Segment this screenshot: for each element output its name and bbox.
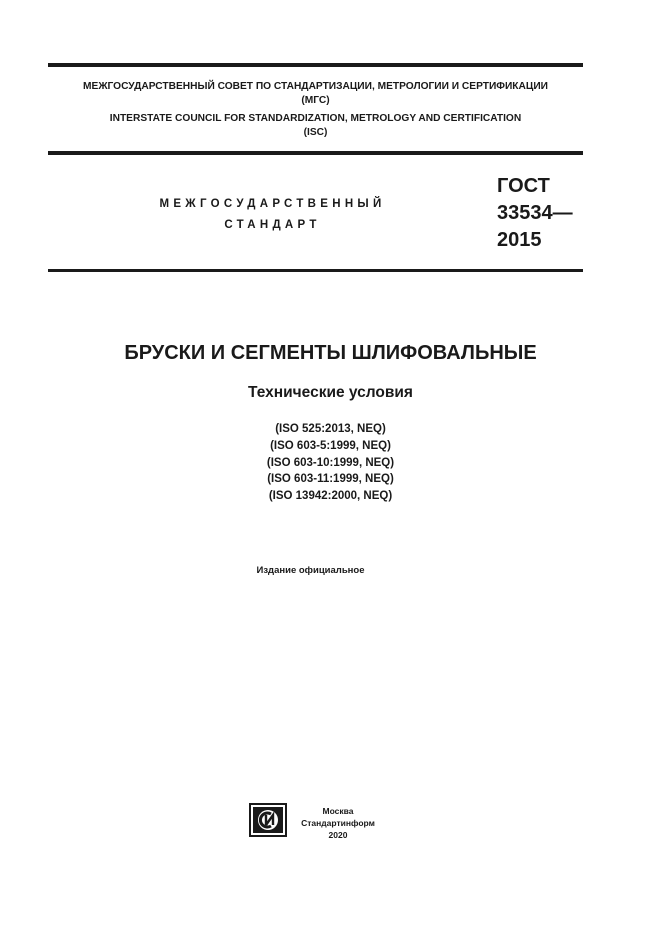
gost-number: 33534— — [497, 202, 573, 224]
iso-references — [0, 421, 661, 505]
middle-rule — [48, 151, 583, 155]
iso-reference: (ISO 603-11:1999, NEQ) — [267, 473, 394, 486]
standard-type-line2: СТАНДАРТ — [224, 219, 321, 231]
iso-reference: (ISO 603-5:1999, NEQ) — [270, 439, 391, 452]
iso-reference: (ISO 13942:2000, NEQ) — [268, 490, 393, 503]
bottom-rule — [48, 269, 583, 272]
gost-prefix: ГОСТ — [497, 175, 550, 197]
publisher-name: Стандартинформ — [301, 818, 375, 828]
top-rule — [48, 63, 583, 67]
document-title: БРУСКИ И СЕГМЕНТЫ ШЛИФОВАЛЬНЫЕ — [124, 342, 537, 364]
iso-reference: (ISO 525:2013, NEQ) — [275, 423, 386, 435]
document-subtitle: Технические условия — [248, 384, 413, 401]
council-abbr-ru: (МГС) — [301, 95, 330, 106]
iso-reference: (ISO 603-10:1999, NEQ) — [266, 456, 395, 469]
publisher-block — [293, 805, 383, 841]
standartinform-logo-icon — [249, 803, 287, 837]
council-name-ru-line: МЕЖГОСУДАРСТВЕННЫЙ СОВЕТ ПО СТАНДАРТИЗАЦИИ, МЕТРОЛОГИИ И СЕРТИФИКАЦИИ — [83, 81, 548, 92]
council-abbr-en: (ISC) — [303, 127, 328, 138]
publisher-city: Москва — [322, 806, 354, 816]
gost-year: 2015 — [497, 229, 542, 251]
publication-year: 2020 — [328, 830, 348, 840]
standard-type-label — [130, 194, 415, 236]
council-name-en-line: INTERSTATE COUNCIL FOR STANDARDIZATION, METROLOGY AND CERTIFICATION — [109, 113, 522, 124]
standard-type-line1: МЕЖГОСУДАРСТВЕННЫЙ — [159, 198, 386, 210]
edition-note: Издание официальное — [256, 565, 365, 576]
council-name-en — [48, 112, 583, 140]
council-name-ru — [48, 80, 583, 108]
gost-designation — [497, 173, 573, 254]
